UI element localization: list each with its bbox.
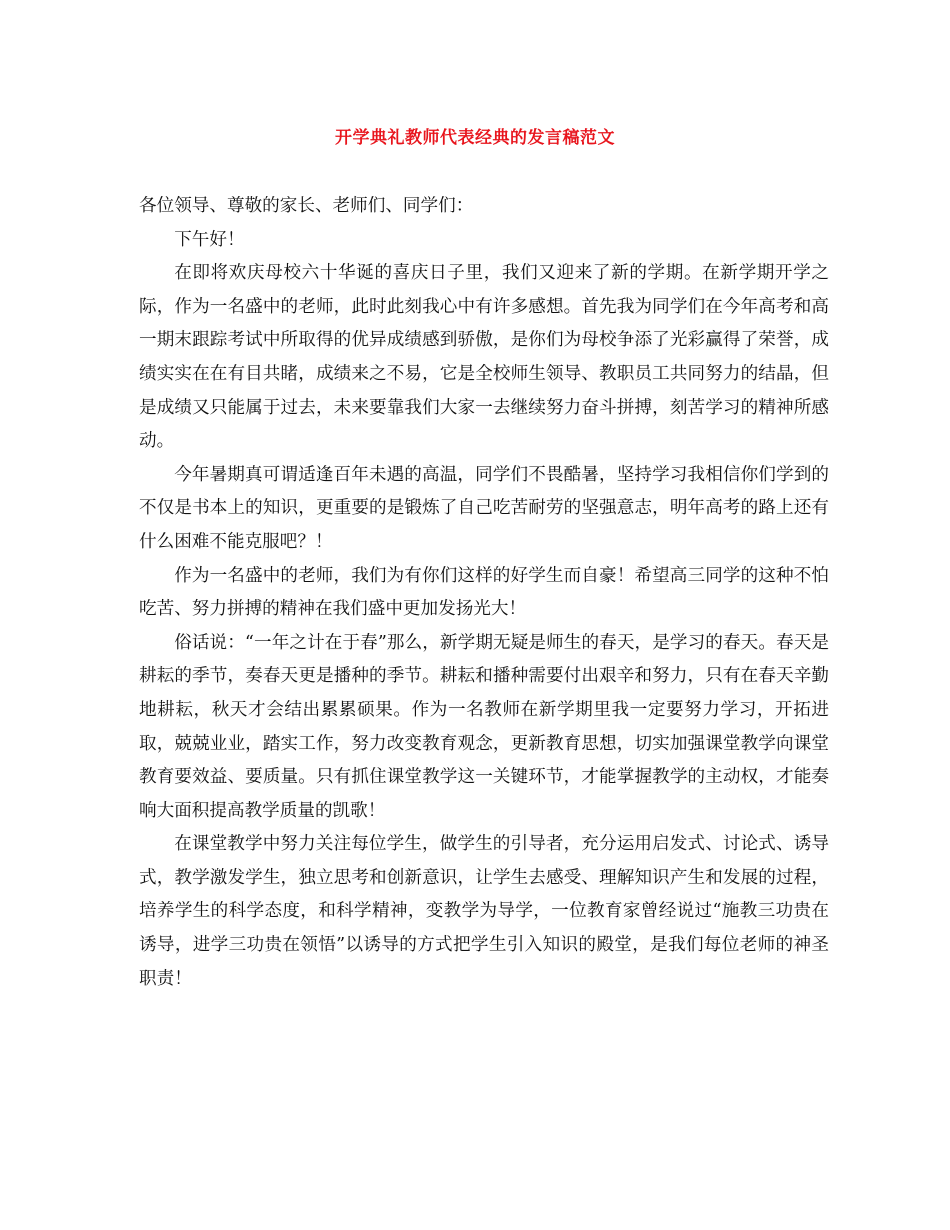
paragraph: 作为一名盛中的老师，我们为有你们这样的好学生而自豪！希望高三同学的这种不怕吃苦、努力拼搏的精神在我们盛中更加发扬光大！ bbox=[139, 565, 829, 620]
document-title: 开学典礼教师代表经典的发言稿范文 bbox=[335, 128, 615, 148]
paragraph: 在课堂教学中努力关注每位学生，做学生的引导者，充分运用启发式、讨论式、诱导式，教学激发学生，独立思考和创新意识，让学生去感受、理解知识产生和发展的过程，培养学生的科学态度，和科学精神，变教学为导学，一位教育家曾经说过“施教三功贵在诱导，进学三功贵在领悟”以诱导的方式把学生引入知识的殿堂，是我们每位老师的神圣职责！ bbox=[139, 834, 829, 989]
paragraph: 俗话说：“一年之计在于春”那么，新学期无疑是师生的春天，是学习的春天。春天是耕耘的季节，奏春天更是播种的季节。耕耘和播种需要付出艰辛和努力，只有在春天辛勤地耕耘，秋天才会结出累累硕果。作为一名教师在新学期里我一定要努力学习，开拓进取，兢兢业业，踏实工作，努力改变教育观念，更新教育思想，切实加强课堂教学向课堂教育要效益、要质量。只有抓住课堂教学这一关键环节，才能掌握教学的主动权，才能奏响大面积提高教学质量的凯歌！ bbox=[139, 632, 829, 821]
paragraph: 今年暑期真可谓适逢百年未遇的高温，同学们不畏酷暑，坚持学习我相信你们学到的不仅是书本上的知识，更重要的是锻炼了自己吃苦耐劳的坚强意志，明年高考的路上还有什么困难不能克服吧？！ bbox=[139, 464, 829, 552]
paragraph: 在即将欢庆母校六十华诞的喜庆日子里，我们又迎来了新的学期。在新学期开学之际，作为一名盛中的老师，此时此刻我心中有许多感想。首先我为同学们在今年高考和高一期末跟踪考试中所取得的优异成绩感到骄傲，是你们为母校争添了光彩赢得了荣誉，成绩实实在在有目共睹，成绩来之不易，它是全校师生领导、教职员工共同努力的结晶，但是成绩又只能属于过去，未来要靠我们大家一去继续努力奋斗拼搏，刻苦学习的精神所感动。 bbox=[139, 263, 829, 452]
document-body bbox=[139, 190, 829, 996]
salutation: 各位领导、尊敬的家长、老师们、同学们： bbox=[139, 196, 474, 216]
paragraph-greeting: 下午好！ bbox=[174, 229, 245, 250]
